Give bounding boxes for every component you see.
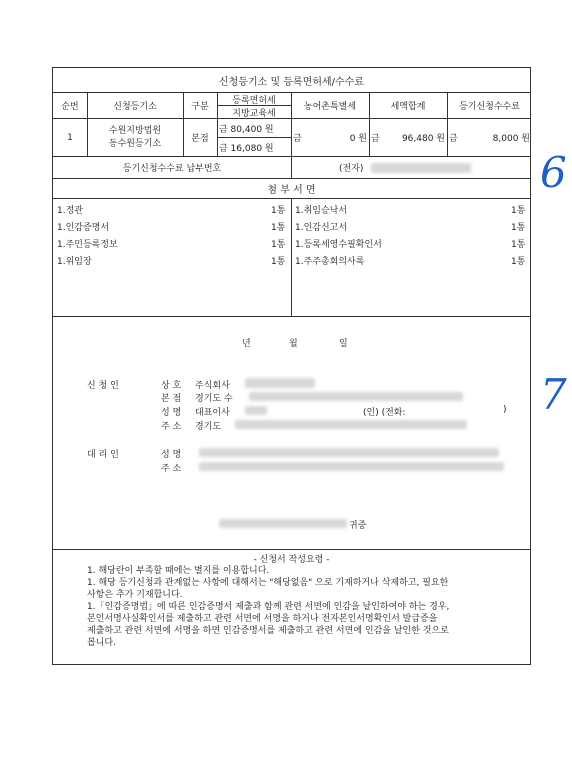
redacted-address bbox=[235, 420, 467, 429]
header-reg-tax: 등록면허세 bbox=[217, 93, 291, 106]
header-local-edu-tax: 지방교육세 bbox=[232, 108, 276, 119]
redacted-hq bbox=[249, 392, 463, 401]
list-item: 1.인감증명서 bbox=[57, 223, 110, 233]
row-fee-value: 8,000 원 bbox=[492, 134, 530, 144]
payment-label: 등기신청수수료 납부번호 bbox=[122, 164, 222, 174]
list-item-count: 1통 bbox=[511, 257, 526, 267]
row-rural-tax-prefix: 금 bbox=[293, 134, 302, 144]
list-item: 1.등록세영수필확인서 bbox=[295, 240, 382, 250]
recipient-suffix: 귀중 bbox=[349, 521, 367, 531]
redacted-rep-name bbox=[245, 406, 267, 415]
header-office: 신청등기소 bbox=[113, 102, 157, 112]
list-item-count: 1통 bbox=[511, 206, 526, 216]
phone-close: ) bbox=[503, 405, 507, 415]
row-seq: 1 bbox=[67, 132, 73, 143]
name-label: 성 명 bbox=[161, 408, 182, 418]
header-type: 구분 bbox=[191, 102, 209, 112]
attachments-heading-row bbox=[53, 179, 530, 199]
row-local-edu-tax: 금 16,080 원 bbox=[219, 143, 274, 154]
form-title-row bbox=[53, 68, 530, 93]
table-header-row bbox=[53, 93, 530, 119]
date-year: 년 bbox=[242, 339, 251, 349]
payment-row bbox=[53, 157, 530, 179]
row-rural-tax bbox=[291, 119, 369, 156]
row-tax-total bbox=[369, 119, 447, 156]
redacted-trade-name bbox=[245, 378, 315, 388]
application-form bbox=[52, 67, 531, 665]
seal-phone: (인) (전화: bbox=[363, 408, 406, 418]
list-item: 1.주민등록정보 bbox=[57, 240, 118, 250]
list-item: 1.취임승낙서 bbox=[295, 206, 348, 216]
list-item-count: 1통 bbox=[271, 223, 286, 233]
redacted-recipient bbox=[219, 519, 347, 528]
guide-line: 1.「인감증명법」에 따른 인감증명서 제출과 함께 관련 서면에 인감을 날인하여야 하는 경우, bbox=[87, 602, 450, 612]
guide-line: 봅니다. bbox=[87, 638, 116, 648]
attachments-section bbox=[53, 199, 530, 317]
list-item: 1.인감신고서 bbox=[295, 223, 348, 233]
date-day: 일 bbox=[339, 339, 348, 349]
guide-line: 제출하고 관련 서면에 서명을 하면 인감증명서를 제출하고 관련 서면에 인감을 날인한 것으로 bbox=[87, 626, 449, 636]
row-office-line1: 수원지방법원 bbox=[108, 125, 162, 136]
guide-line: 본인서명사실확인서를 제출하고 관련 서면에 서명을 하거나 전자본인서명확인서 발급증을 bbox=[87, 614, 438, 624]
trade-name: 주식회사 bbox=[195, 381, 230, 391]
list-item: 1.주주총회의사록 bbox=[295, 257, 365, 267]
guide-line: 1. 해당 등기신청과 관계없는 사항에 대해서는 "해당없음" 으로 기재하거나 삭제하고, 필요한 bbox=[87, 578, 449, 588]
table-row bbox=[53, 119, 530, 157]
hq: 경기도 수 bbox=[195, 394, 233, 404]
hq-label: 본 점 bbox=[161, 394, 182, 404]
header-rural-tax: 농어촌특별세 bbox=[303, 102, 357, 112]
row-type: 본점 bbox=[191, 134, 209, 144]
payment-electronic-label: (전자) bbox=[339, 164, 364, 174]
row-tax-total-prefix: 금 bbox=[371, 134, 380, 144]
row-reg-tax: 금 80,400 원 bbox=[217, 119, 291, 138]
list-item-count: 1통 bbox=[271, 206, 286, 216]
list-item-count: 1통 bbox=[511, 240, 526, 250]
payment-electronic bbox=[291, 157, 530, 178]
list-item: 1.정관 bbox=[57, 206, 83, 216]
row-tax-total-value: 96,480 원 bbox=[401, 134, 445, 144]
address: 경기도 bbox=[195, 422, 222, 432]
list-item-count: 1통 bbox=[511, 223, 526, 233]
redacted-payment-number bbox=[371, 163, 471, 173]
row-rural-tax-value: 0 원 bbox=[349, 134, 367, 144]
row-fee bbox=[447, 119, 532, 156]
row-office-line2: 동수원등기소 bbox=[108, 138, 162, 149]
row-fee-prefix: 금 bbox=[449, 134, 458, 144]
guide-heading: - 신청서 작성요령 - bbox=[253, 555, 330, 565]
header-seq: 순번 bbox=[61, 102, 79, 112]
guide-line: 사항은 추가 기재합니다. bbox=[87, 590, 183, 600]
header-fee: 등기신청수수료 bbox=[459, 102, 520, 112]
list-item: 1.위임장 bbox=[57, 257, 92, 267]
row-office bbox=[87, 119, 183, 156]
agent-label: 대 리 인 bbox=[87, 450, 119, 460]
writing-guide bbox=[53, 549, 530, 664]
trade-name-label: 상 호 bbox=[161, 381, 182, 391]
guide-line: 1. 해당란이 부족할 때에는 별지를 이용합니다. bbox=[87, 566, 270, 576]
header-tax-total: 세액합계 bbox=[390, 102, 426, 112]
agent-address-label: 주 소 bbox=[161, 464, 182, 474]
applicant-label: 신 청 인 bbox=[87, 381, 119, 391]
address-label: 주 소 bbox=[161, 422, 182, 432]
agent-name-label: 성 명 bbox=[161, 450, 182, 460]
attachments-heading: 첨 부 서 면 bbox=[267, 185, 316, 196]
list-item-count: 1통 bbox=[271, 240, 286, 250]
form-title: 신청등기소 및 등록면허세/수수료 bbox=[219, 76, 364, 88]
date-month: 월 bbox=[289, 339, 298, 349]
redacted-agent-address bbox=[199, 462, 504, 471]
handwritten-mark-6: 6 bbox=[540, 148, 567, 197]
list-item-count: 1통 bbox=[271, 257, 286, 267]
rep-name: 대표이사 bbox=[195, 408, 230, 418]
redacted-agent-name bbox=[199, 448, 499, 457]
handwritten-mark-7: 7 bbox=[540, 370, 567, 419]
